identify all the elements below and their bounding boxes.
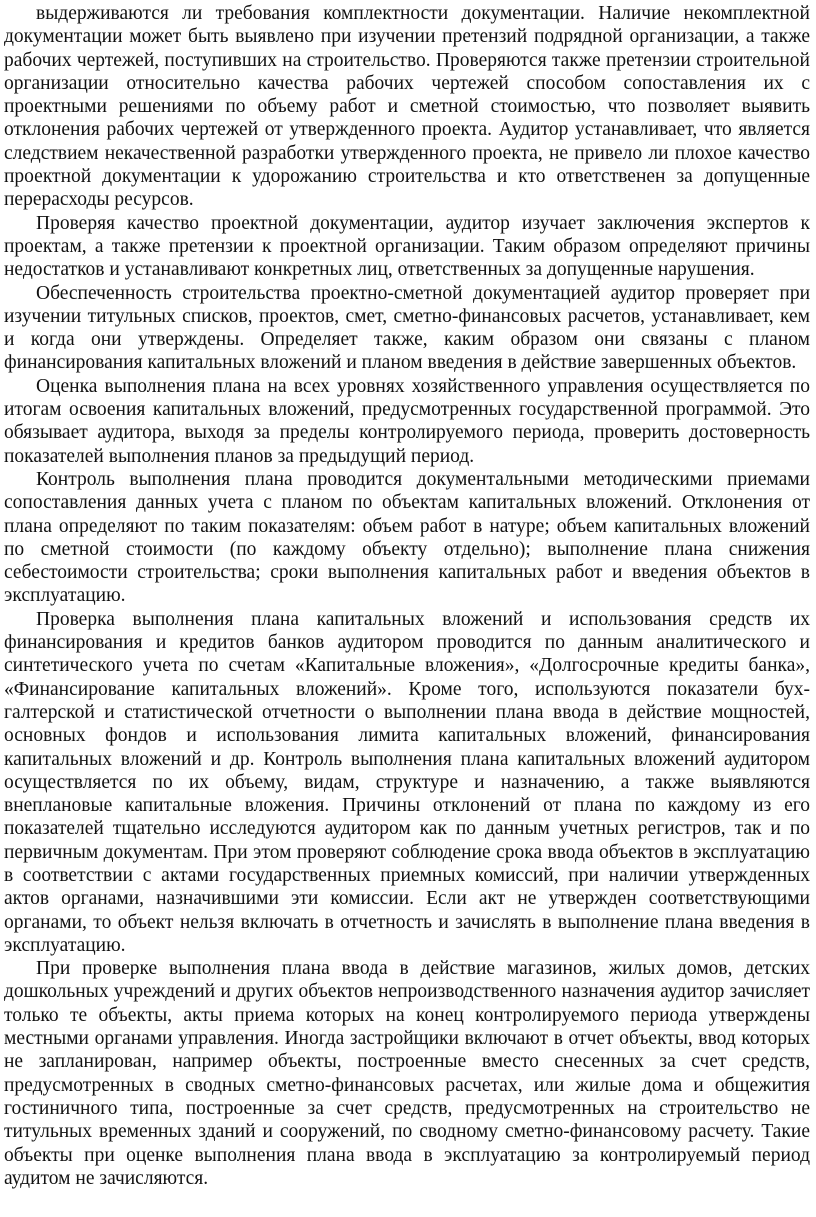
paragraph-3: Обеспеченность строительства проектно-сметной документацией аудитор проверяет при изучении титульных списков, проектов, смет, сметно-финансовых расчетов, устанавливает, кем и когда они утверждены. Определяет также, каким образом они связаны с планом финансирования капитальных вложений и планом введения в действие завершенных объектов. xyxy=(4,282,810,374)
paragraph-5: Контроль выполнения плана проводится документальными методическими приемами сопоставления данных учета с планом по объектам капитальных вложений. Отклонения от плана определяют по таким показателям: объем работ в натуре; объем капитальных вложений по сметной стоимости (по каждому объекту отдельно); выполнение плана снижения себестоимости строительства; сроки выполнения капитальных работ и введения объектов в эксплуатацию. xyxy=(4,468,810,607)
paragraph-2: Проверяя качество проектной документации, аудитор изучает заключения экспертов к проектам, а также претензии к проектной организации. Таким образом определяют причины недостатков и устанавливают конкретных лиц, ответственных за допущенные нарушения. xyxy=(4,212,810,281)
paragraph-6: Проверка выполнения плана капитальных вложений и использования средств их финансирования и кредитов банков аудитором проводится по данным аналитического и синтетического учета по счетам «Капитальные вложения», «Долгосрочные кредиты банка», «Финансирование капитальных вложений». Кроме того, используются показатели бухгалтерской и статистической отчетности о выполнении плана ввода в действие мощностей, основных фондов и использования лимита капитальных вложений, финансирования капитальных вложений и др. Контроль выполнения плана капитальных вложений аудитором осуществляется по их объему, видам, структуре и назначению, а также выявляются внеплановые капитальные вложения. Причины отклонений от плана по каждому из его показателей тщательно исследуются аудитором как по данным учетных регистров, так и по первичным документам. При этом проверяют соблюдение срока ввода объектов в эксплуатацию в соответствии с актами государственных приемных комиссий, при наличии утвержденных актов органами, назначившими эти комиссии. Если акт не утвержден соответствующими органами, то объект нельзя включать в отчетность и зачислять в выполнение плана введения в эксплуатацию. xyxy=(4,608,810,956)
paragraph-1: выдерживаются ли требования комплектности документации. Наличие некомплектной документации может быть выявлено при изучении претензий подрядной организации, а также рабочих чертежей, поступивших на строительство. Проверяются также претензии строительной организации относительно качества рабочих чертежей способом сопоставления их с проектными решениями по объему работ и сметной стоимостью, что позволяет выявить отклонения рабочих чертежей от утвержденного проекта. Аудитор устанавливает, что является следствием некачественной разработки утвержденного проекта, не привело ли плохое качество проектной документации к удорожанию строительства и кто ответственен за допущенные перерасходы ресурсов. xyxy=(4,3,810,211)
paragraph-7: При проверке выполнения плана ввода в действие магазинов, жилых домов, детских дошкольных учреждений и других объектов непроизводственного назначения аудитор зачисляет только те объекты, акты приема которых на конец контролируемого периода утверждены местными органами управления. Иногда застройщики включают в отчет объекты, ввод которых не запланирован, например объекты, построенные вместо снесенных за счет средств, предусмотренных в сводных сметно-финансовых расчетах, или жилые дома и общежития гостиничного типа, построенные за счет средств, предусмотренных на строительство не титульных временных зданий и сооружений, по сводному сметно-финансовому расчету. Такие объекты при оценке выполнения плана ввода в эксплуатацию за контролируемый период аудитом не зачисляются. xyxy=(4,958,810,1189)
paragraph-4: Оценка выполнения плана на всех уровнях хозяйственного управления осуществляется по итогам освоения капитальных вложений, предусмотренных государственной программой. Это обязывает аудитора, выходя за пределы контролируемого периода, проверить достоверность показателей выполнения планов за предыдущий период. xyxy=(4,375,810,467)
